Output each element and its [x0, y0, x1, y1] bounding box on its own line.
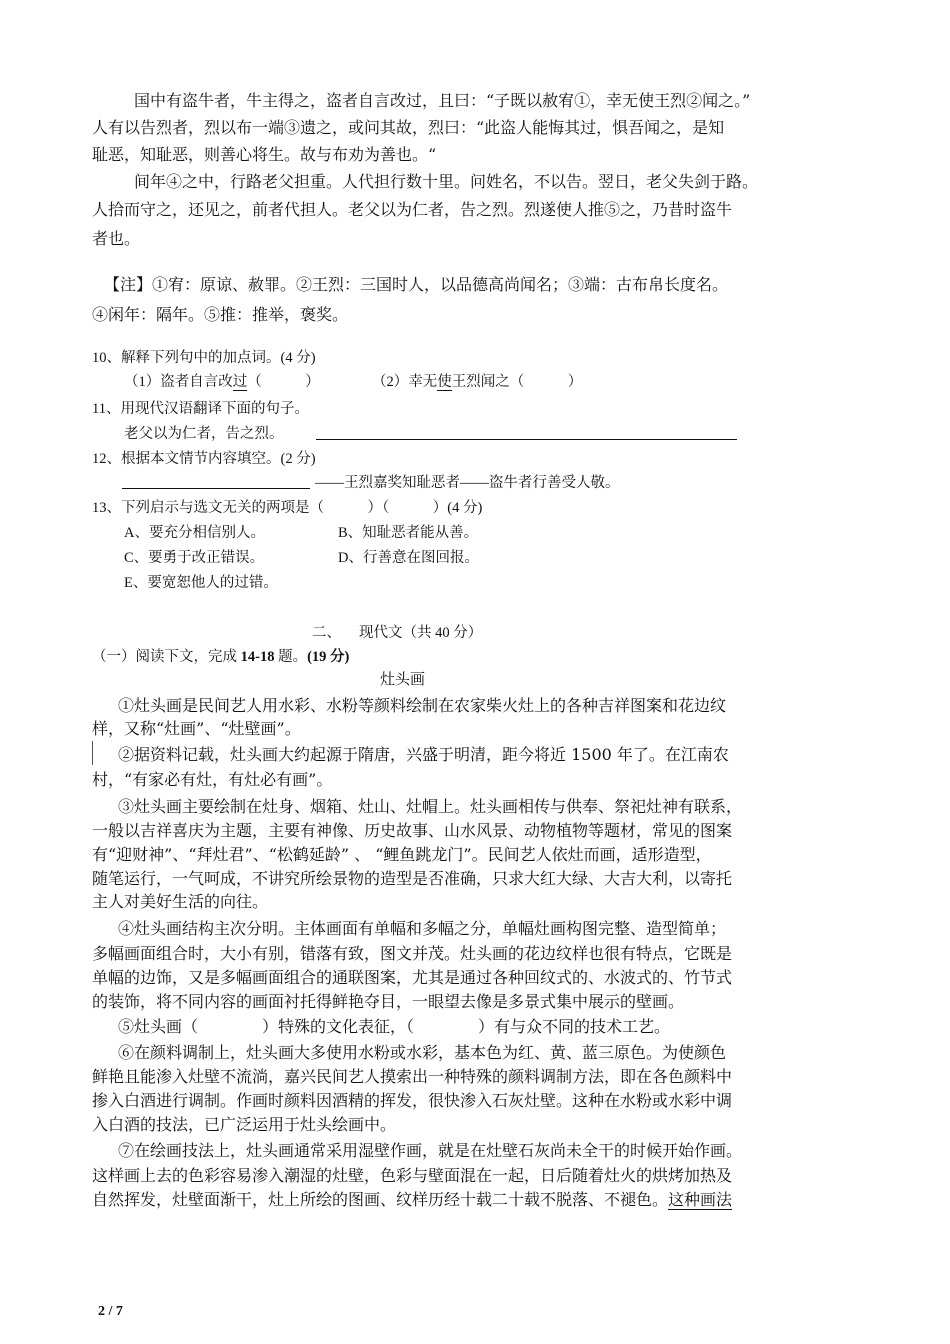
classical-line: 国中有盗牛者，牛主得之，盗者自言改过，且曰：“子既以赦宥①，幸无使王烈②闻之。”: [134, 91, 751, 110]
article-line: 主人对美好生活的向往。: [92, 892, 269, 911]
article-line: 有“迎财神”、“拜灶君”、“松鹤延龄” 、 “鲤鱼跳龙门”。民间艺人依灶而画，适形造型，: [92, 845, 712, 864]
article-line: 入白酒的技法，已广泛运用于灶头绘画中。: [92, 1115, 397, 1134]
article-line: 这样画上去的色彩容易渗入潮湿的灶壁，色彩与壁面混在一起，日后随着灶火的烘烤加热及: [92, 1166, 733, 1185]
classical-line: 间年④之中，行路老父担重。人代担行数十里。问姓名，不以告。翌日，老父失剑于路。: [134, 172, 759, 191]
dotted-word: 使: [437, 374, 452, 390]
article-line: ①灶头画是民间艺人用水彩、水粉等颜料绘制在农家柴火灶上的各种吉祥图案和花边纹: [118, 696, 727, 715]
question-11-sentence: 老父以为仁者，告之烈。: [124, 426, 284, 442]
option-a[interactable]: A、要充分相信别人。: [124, 525, 265, 541]
answer-line[interactable]: [316, 439, 737, 440]
question-10-item-2: （2）幸无使王烈闻之（ ）: [372, 374, 583, 390]
question-13: 13、下列启示与选文无关的两项是（ ）（ ）(4 分): [92, 500, 483, 516]
note-line: ④闲年：隔年。⑤推：推举，褒奖。: [92, 305, 349, 324]
article-line: ④灶头画结构主次分明。主体画面有单幅和多幅之分，单幅灶画构图完整、造型简单；: [118, 919, 727, 938]
article-line: 多幅画面组合时，大小有别，错落有致，图文并茂。灶头画的花边纹样也很有特点，它既是: [92, 944, 733, 963]
article-line: 样，又称“灶画”、“灶壁画”。: [92, 719, 301, 738]
article-line: ③灶头画主要绘制在灶身、烟箱、灶山、灶帽上。灶头画相传与供奉、祭祀灶神有联系，: [118, 797, 743, 816]
option-d[interactable]: D、行善意在图回报。: [338, 550, 479, 566]
note-line: 【注】①宥：原谅、赦罪。②王烈：三国时人，以品德高尚闻名；③端：古布帛长度名。: [104, 275, 729, 294]
article-line: 村，“有家必有灶，有灶必有画”。: [92, 770, 333, 789]
article-line: 鲜艳且能渗入灶壁不流淌，嘉兴民间艺人摸索出一种特殊的颜料调制方法，即在各色颜料中: [92, 1067, 733, 1086]
article-title: 灶头画: [380, 670, 426, 688]
classical-line: 人有以告烈者，烈以布一端③遗之，或问其故，烈曰：“此盗人能悔其过，惧吾闻之，是知: [92, 118, 725, 137]
classical-line: 耻恶，知耻恶，则善心将生。故与布劝为善也。“: [92, 145, 437, 164]
article-line: ⑤灶头画（ ）特殊的文化表征，（ ）有与众不同的技术工艺。: [118, 1017, 671, 1036]
dotted-word: 过: [232, 374, 248, 390]
question-11: 11、用现代汉语翻译下面的句子。: [92, 401, 309, 417]
option-c[interactable]: C、要勇于改正错误。: [124, 550, 265, 566]
section-heading: 二、 现代文（共 40 分）: [312, 625, 483, 641]
article-line: ⑦在绘画技法上，灶头画通常采用湿壁作画，就是在灶壁石灰尚未全干的时候开始作画。: [118, 1141, 743, 1160]
article-line: ⑥在颜料调制上，灶头画大多使用水粉或水彩，基本色为红、黄、蓝三原色。为使颜色: [118, 1043, 727, 1062]
underlined-phrase: 这种画法: [668, 1190, 733, 1209]
classical-line: 者也。: [92, 229, 141, 248]
cursor-bar: [92, 741, 93, 765]
article-line: ②据资料记载，灶头画大约起源于隋唐，兴盛于明清，距今将近 1500 年了。在江南农: [118, 745, 729, 764]
article-line: 掺入白酒进行调制。作画时颜料因酒精的挥发，很快渗入石灰灶壁。这种在水粉或水彩中调: [92, 1091, 733, 1110]
option-e[interactable]: E、要宽恕他人的过错。: [124, 575, 278, 591]
reading-instruction: （一）阅读下文，完成 14-18 题。(19 分): [92, 649, 350, 665]
question-12: 12、根据本文情节内容填空。(2 分): [92, 451, 316, 467]
classical-line: 人拾而守之，还见之，前者代担人。老父以为仁者，告之烈。烈遂使人推⑤之，乃昔时盗牛: [92, 200, 733, 219]
article-line: 的装饰，将不同内容的画面衬托得鲜艳夺目，一眼望去像是多景式集中展示的壁画。: [92, 992, 685, 1011]
question-10: 10、解释下列句中的加点词。(4 分): [92, 350, 316, 366]
article-line: 随笔运行，一气呵成，不讲究所绘景物的造型是否准确，只求大红大绿、大吉大利，以寄托: [92, 869, 733, 888]
article-line: 一般以吉祥喜庆为主题，主要有神像、历史故事、山水风景、动物植物等题材，常见的图案: [92, 821, 733, 840]
question-10-item-1: （1）盗者自言改过（ ）: [124, 374, 320, 390]
answer-line[interactable]: [122, 488, 310, 489]
article-line: 自然挥发，灶壁面渐干，灶上所绘的图画、纹样历经十载二十载不脱落、不褪色。这种画法: [92, 1190, 733, 1209]
article-line: 单幅的边饰，又是多幅画面组合的通联图案，尤其是通过各种回纹式的、水波式的、竹节式: [92, 968, 733, 987]
question-12-text: ——王烈嘉奖知耻恶者——盗牛者行善受人敬。: [315, 475, 620, 491]
page-number: 2 / 7: [98, 1304, 123, 1319]
option-b[interactable]: B、知耻恶者能从善。: [338, 525, 479, 541]
